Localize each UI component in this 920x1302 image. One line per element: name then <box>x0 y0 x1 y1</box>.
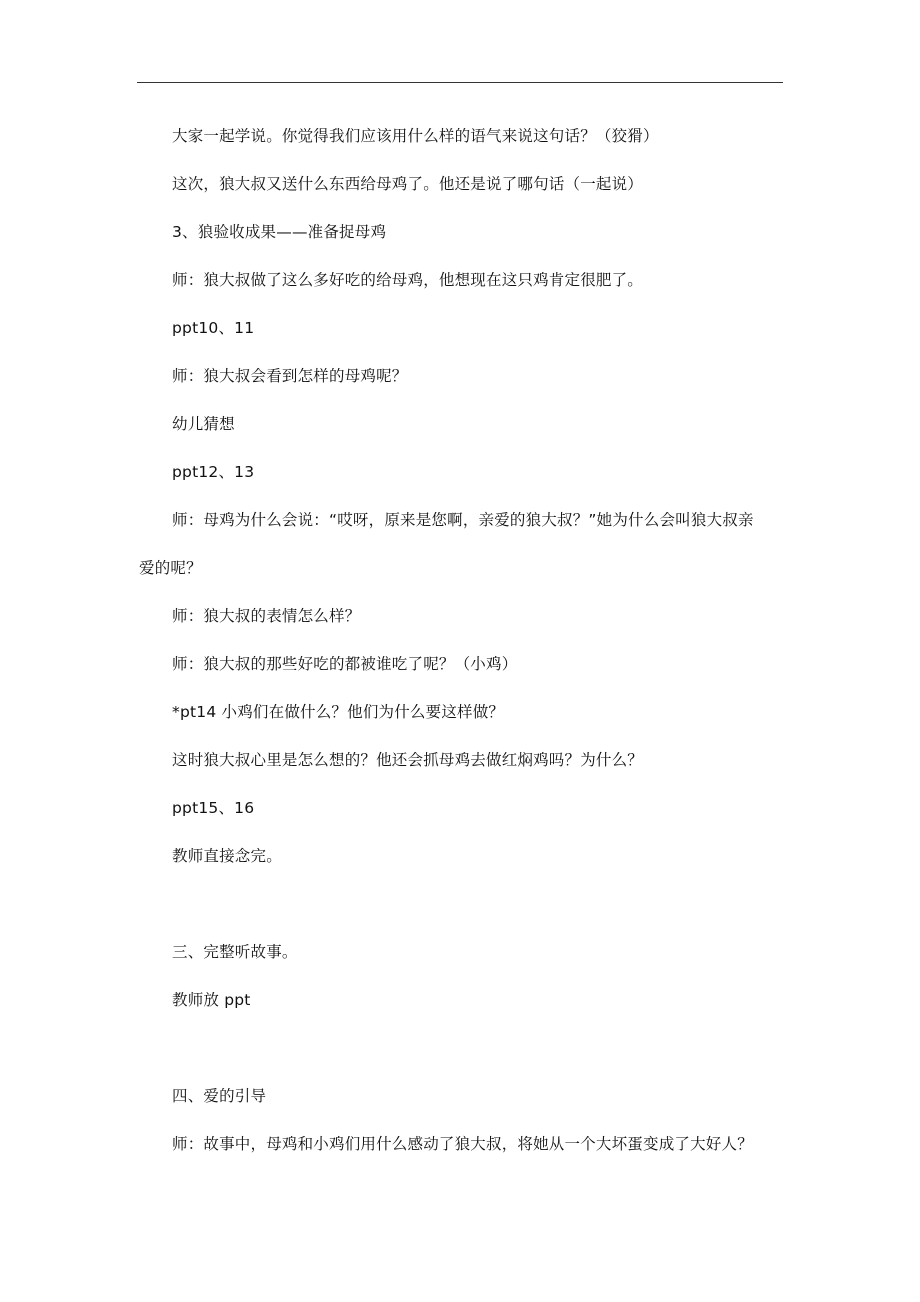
paragraph-line: 教师放 ppt <box>172 991 251 1009</box>
paragraph-line: 师：故事中，母鸡和小鸡们用什么感动了狼大叔，将她从一个大坏蛋变成了大好人？ <box>172 1135 753 1153</box>
paragraph-line: 师：狼大叔做了这么多好吃的给母鸡，他想现在这只鸡肯定很肥了。 <box>172 271 644 289</box>
paragraph-line: 教师直接念完。 <box>172 847 282 865</box>
paragraph-line: 师：母鸡为什么会说：“哎呀，原来是您啊，亲爱的狼大叔？”她为什么会叫狼大叔亲 <box>172 511 754 529</box>
paragraph-line: 这时狼大叔心里是怎么想的？他还会抓母鸡去做红焖鸡吗？为什么？ <box>172 751 644 769</box>
paragraph-line: ppt15、16 <box>172 799 255 817</box>
paragraph-line: 师：狼大叔的那些好吃的都被谁吃了呢？（小鸡） <box>172 655 518 673</box>
paragraph-line: *pt14 小鸡们在做什么？他们为什么要这样做？ <box>172 703 505 721</box>
paragraph-line: 爱的呢？ <box>139 559 202 577</box>
paragraph-line: 师：狼大叔会看到怎样的母鸡呢？ <box>172 367 408 385</box>
paragraph-line: 师：狼大叔的表情怎么样？ <box>172 607 361 625</box>
paragraph-line: ppt12、13 <box>172 463 255 481</box>
section-heading: 四、爱的引导 <box>172 1087 267 1105</box>
header-rule <box>137 82 783 83</box>
section-heading: 三、完整听故事。 <box>172 943 298 961</box>
paragraph-line: 大家一起学说。你觉得我们应该用什么样的语气来说这句话？（狡猾） <box>172 127 659 145</box>
paragraph-line: 这次，狼大叔又送什么东西给母鸡了。他还是说了哪句话（一起说） <box>172 175 644 193</box>
paragraph-line: 幼儿猜想 <box>172 415 235 433</box>
section-heading: 3、狼验收成果——准备捉母鸡 <box>172 223 387 241</box>
paragraph-line: ppt10、11 <box>172 319 255 337</box>
